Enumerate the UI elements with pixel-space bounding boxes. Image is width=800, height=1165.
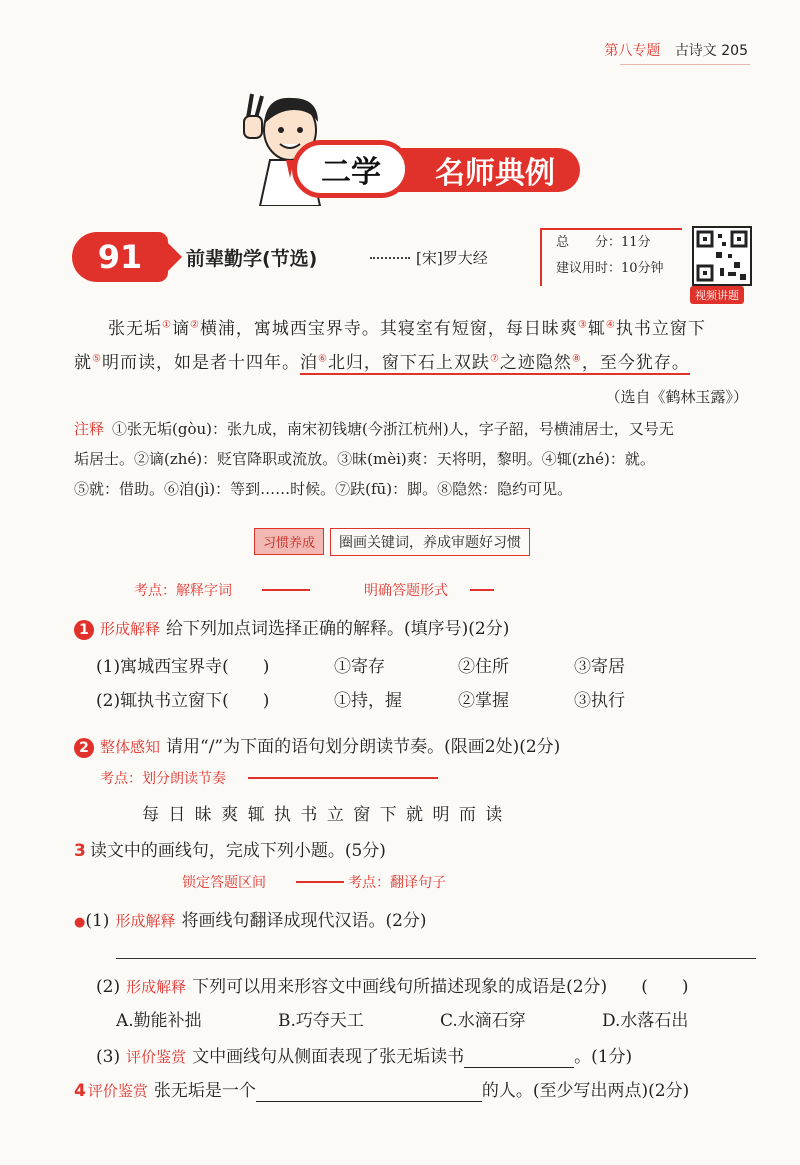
- q1-stem: 1 形成解释 给下列加点词选择正确的解释。(填序号)(2分): [74, 614, 509, 640]
- habit-text: 圈画关键词，养成审题好习惯: [330, 528, 530, 556]
- q4-blank[interactable]: [256, 1081, 482, 1102]
- habit-tag: 习惯养成: [254, 528, 324, 555]
- q3-kaodian: 考点：翻译句子: [348, 875, 446, 891]
- q3-blank[interactable]: [464, 1047, 574, 1068]
- q3-options: [116, 1006, 736, 1031]
- banner-left: 二学: [292, 140, 410, 198]
- page-number: 205: [721, 43, 748, 59]
- q1-row-2: (2)辄执书立窗下( ) ①持，握 ②掌握 ③执行: [96, 691, 625, 711]
- q3-sub1: ●(1) 形成解释 将画线句翻译成现代汉语。(2分): [74, 911, 427, 931]
- title-leader: [370, 257, 410, 259]
- q2-arrow: [248, 777, 438, 779]
- page-header: [604, 40, 748, 60]
- q3-sub3: (3) 评价鉴赏 文中画线句从侧面表现了张无垢读书 。(1分): [96, 1047, 633, 1067]
- q1-arrow-2: [470, 589, 494, 591]
- notes-label: 注释: [74, 420, 105, 438]
- notes: 注释 ①张无垢(gòu)：张九成，南宋初钱塘(今浙江杭州)人，字子韶，号横浦居士，又号无 垢居士。②谪(zhé)：贬官降职或流放。③昧(mèi)爽：天将明，黎明。④辄(zhé)：就。 ⑤就：借助。⑥洎(jì)：等到……时候。⑦趺(fū)：脚。⑧隐然：隐约可见。: [74, 420, 674, 498]
- option-d[interactable]: D.水落石出: [602, 1011, 689, 1031]
- q3-lock-hint: 锁定答题区间: [182, 875, 266, 891]
- article-author: [宋]罗大经: [416, 249, 488, 267]
- option-a[interactable]: A.勤能补拙: [116, 1011, 202, 1031]
- header-subject: 古诗文: [674, 43, 717, 59]
- q2-kaodian: 考点：划分朗读节奏: [100, 771, 226, 787]
- qr-code-icon[interactable]: [692, 226, 752, 286]
- q3-sub2: (2) 形成解释 下列可以用来形容文中画线句所描述现象的成语是(2分) ( ): [96, 977, 689, 997]
- suggested-time: 建议用时：10分钟: [556, 261, 664, 276]
- habit-box: [254, 528, 530, 556]
- option-c[interactable]: C.水滴石穿: [440, 1011, 526, 1031]
- article-title: 前辈勤学(节选): [186, 248, 318, 270]
- passage-line-2: 就⑤明而读，如是者十四年。洎⑥北归，窗下石上双趺⑦之迹隐然⑧，至今犹存。: [74, 353, 690, 373]
- q1-kaodian: 考点：解释字词: [134, 583, 232, 599]
- q2-stem: 2 整体感知 请用“/”为下面的语句划分朗读节奏。(限画2处)(2分): [74, 732, 560, 758]
- header-rule: [620, 64, 750, 65]
- video-label[interactable]: 视频讲题: [690, 286, 744, 304]
- q4-stem: 4 评价鉴赏 张无垢是一个 的人。(至少写出两点)(2分): [74, 1081, 690, 1101]
- q1-form-hint: 明确答题形式: [364, 583, 448, 599]
- banner-right: 名师典例: [390, 148, 580, 192]
- article-number: 91: [72, 232, 168, 282]
- q3-answer-line[interactable]: [116, 958, 756, 959]
- q3-stem: 3 读文中的画线句，完成下列小题。(5分): [74, 841, 386, 861]
- underlined-sentence: 洎⑥北归，窗下石上双趺⑦之迹隐然⑧，至今犹存。: [299, 353, 690, 373]
- passage-line-1: 张无垢①谪②横浦，寓城西宝界寺。其寝室有短窗，每日昧爽③辄④执书立窗下: [108, 319, 706, 339]
- score-box: [540, 228, 682, 286]
- q2-sentence: 每 日 昧 爽 辄 执 书 立 窗 下 就 明 而 读: [142, 805, 505, 825]
- q1-arrow-1: [262, 589, 310, 591]
- section-banner: [292, 140, 580, 198]
- option-b[interactable]: B.巧夺天工: [278, 1011, 364, 1031]
- q1-row-1: (1)寓城西宝界寺( ) ①寄存 ②住所 ③寄居: [96, 657, 625, 677]
- q3-arrow: [296, 881, 344, 883]
- total-score: 总 分：11分: [556, 235, 651, 250]
- passage-source: （选自《鹤林玉露》）: [605, 388, 748, 406]
- header-topic: 第八专题: [604, 43, 661, 59]
